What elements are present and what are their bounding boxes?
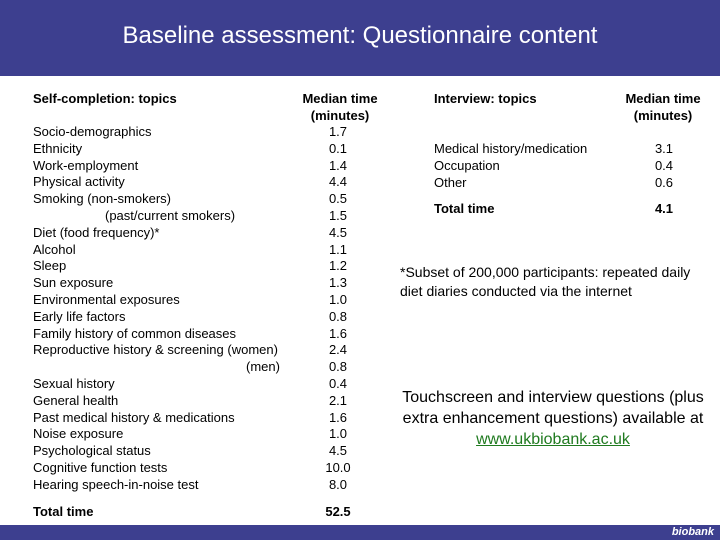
left-topic-label: Psychological status — [33, 443, 151, 459]
right-topic-value: 0.4 — [654, 157, 674, 173]
left-topic-value: 1.6 — [328, 325, 348, 341]
right-time-header-2: (minutes) — [633, 108, 693, 123]
left-time-header-1: Median time — [302, 91, 378, 106]
right-topics-header: Interview: topics — [434, 91, 537, 106]
diet-footnote: *Subset of 200,000 participants: repeated daily diet diaries conducted via the internet — [400, 264, 691, 299]
left-topic-value: 0.8 — [328, 308, 348, 324]
left-topic-label: (past/current smokers) — [105, 208, 236, 223]
left-topic-value: 0.4 — [328, 376, 348, 391]
right-topic-label: Other — [434, 174, 467, 190]
touchscreen-note — [396, 387, 710, 450]
right-topic-value: 0.6 — [654, 174, 674, 190]
left-topic-label: Cognitive function tests — [33, 460, 168, 475]
left-topic-label: Hearing speech-in-noise test — [33, 476, 199, 492]
left-topic-value: 0.1 — [328, 140, 348, 156]
left-topic-label: Sleep — [33, 258, 67, 274]
right-time-header-1: Median time — [625, 91, 701, 106]
left-topic-label: Work-employment — [33, 157, 139, 173]
left-topic-value: 1.0 — [328, 426, 348, 442]
left-topic-value: 1.3 — [328, 275, 348, 291]
left-topic-label: Smoking (non-smokers) — [33, 191, 171, 207]
left-topic-value: 1.4 — [328, 157, 348, 173]
left-topic-label: (men) — [246, 359, 280, 375]
left-topic-value: 0.5 — [328, 191, 348, 207]
right-total-label: Total time — [434, 201, 495, 216]
left-topic-value: 1.1 — [328, 241, 348, 257]
right-topic-label: Medical history/medication — [434, 141, 588, 156]
left-topic-value: 1.2 — [328, 258, 348, 274]
left-total-value: 52.5 — [325, 504, 351, 519]
left-topic-label: General health — [33, 392, 119, 408]
left-topic-label: Ethnicity — [33, 140, 83, 156]
left-topic-value: 2.4 — [328, 342, 348, 358]
ukbiobank-link[interactable]: www.ukbiobank.ac.uk — [476, 431, 630, 448]
left-topic-value: 2.1 — [328, 392, 348, 408]
header-bar — [0, 0, 720, 76]
right-topic-value: 3.1 — [654, 141, 674, 156]
left-topic-label: Sun exposure — [33, 275, 114, 291]
left-total-label: Total time — [33, 504, 94, 519]
left-topics-header: Self-completion: topics — [33, 91, 177, 106]
left-topic-label: Noise exposure — [33, 426, 124, 442]
left-topic-label: Physical activity — [33, 174, 125, 190]
left-topic-label: Environmental exposures — [33, 292, 180, 307]
left-time-header-2: (minutes) — [310, 108, 370, 123]
left-topic-label: Socio-demographics — [33, 124, 152, 139]
left-topic-value: 4.5 — [328, 443, 348, 459]
left-topic-value: 10.0 — [325, 460, 351, 475]
left-topic-value: 4.5 — [328, 224, 348, 240]
page-title: Baseline assessment: Questionnaire content — [122, 22, 598, 49]
left-topic-label: Early life factors — [33, 308, 126, 324]
left-topic-value: 0.8 — [328, 359, 348, 375]
right-total-value: 4.1 — [654, 201, 674, 216]
left-topic-value: 8.0 — [328, 476, 348, 492]
left-topic-label: Past medical history & medications — [33, 409, 235, 425]
left-topic-label: Sexual history — [33, 376, 115, 391]
left-topic-label: Alcohol — [33, 241, 76, 257]
left-topic-value: 4.4 — [328, 174, 348, 190]
left-topic-label: Reproductive history & screening (women) — [33, 342, 278, 358]
footer-bar — [0, 525, 720, 540]
biobank-logo: biobank — [671, 526, 714, 538]
left-topic-value: 1.0 — [328, 292, 348, 307]
right-topic-label: Occupation — [434, 157, 500, 173]
left-topic-label: Family history of common diseases — [33, 325, 237, 341]
left-topic-label: Diet (food frequency)* — [33, 224, 160, 240]
left-topic-value: 1.5 — [328, 208, 348, 223]
touchscreen-text: Touchscreen and interview questions (plus extra enhancement questions) available at — [402, 389, 704, 427]
left-topic-value: 1.7 — [328, 124, 348, 139]
left-topic-value: 1.6 — [328, 409, 348, 425]
